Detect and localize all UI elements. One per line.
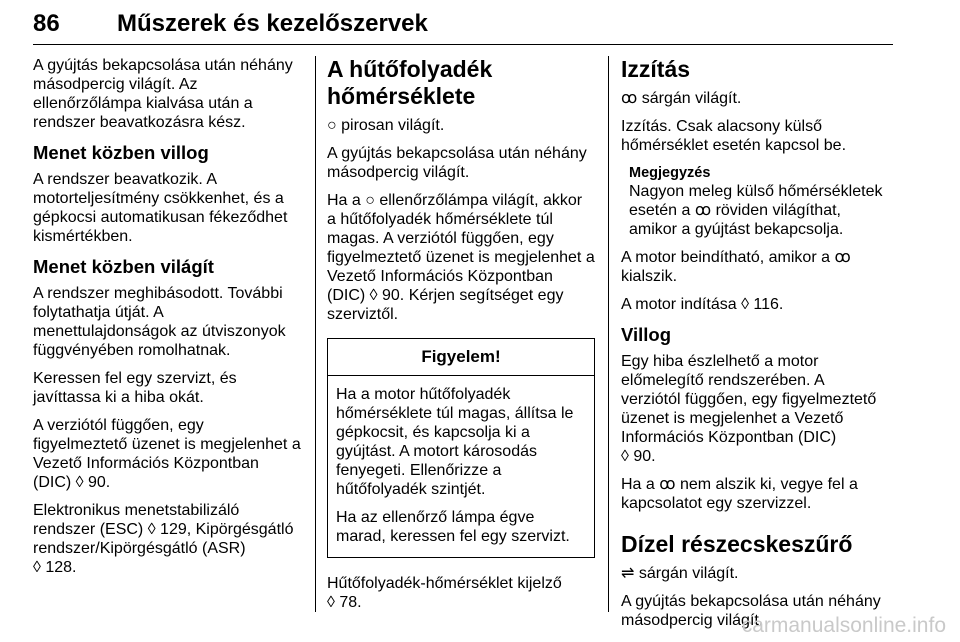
paragraph: ⇌ sárgán világít. [621,565,739,582]
paragraph: A gyújtás bekapcsolása után néhány másodpercig világít. [621,593,881,629]
paragraph: A motor indítása ◊ 116. [621,296,784,313]
warning-paragraph: Ha az ellenőrző lámpa égve marad, keressen fel egy szervizt. [336,509,570,545]
note-block [629,164,893,239]
watermark: carmanualsonline.info [741,614,946,637]
section-title-coolant: A hűtőfolyadék hőmérséklete [327,56,493,109]
section-title-izzitas: Izzítás [621,56,691,82]
column-2 [327,56,595,621]
warning-title: Figyelem! [328,339,594,376]
paragraph: Keressen fel egy szervizt, és javíttassa ki a hiba okát. [33,370,237,406]
warning-paragraph: Ha a motor hűtőfolyadék hőmérséklete túl magas, állítsa le gépkocsit, és kapcsolja ki a gyújtást. A motort károsodás fenyegeti. Ellenőrizze a hűtőfolyadék szintjét. [336,386,574,498]
paragraph: Ha a ○ ellenőrzőlámpa világít, akkor a hűtőfolyadék hőmérséklete túl magas. A verziótól függően, egy figyelmeztető üzenet is megjelenhet a Vezető Információs Központban (DIC) ◊ 90. Kérjen segítséget egy szerviztől. [327,192,595,323]
note-title: Megjegyzés [629,165,711,181]
column-1 [33,56,301,586]
paragraph: A motor beindítható, amikor a ꝏ kialszik. [621,249,851,285]
column-divider-2 [608,56,609,612]
paragraph: ꝏ sárgán világít. [621,90,742,107]
paragraph: Elektronikus menetstabilizáló rendszer (ESC) ◊ 129, Kipörgésgátló rendszer/Kipörgésgátló (ASR) ◊ 128. [33,502,294,576]
note-text: Nagyon meleg külső hőmérsékletek esetén a ꝏ röviden világíthat, amikor a gyújtást bekapcsolja. [629,183,883,238]
column-3 [621,56,893,639]
warning-box [327,338,595,558]
paragraph: Izzítás. Csak alacsony külső hőmérséklet esetén kapcsol be. [621,118,847,154]
column-divider-1 [315,56,316,612]
paragraph: Hűtőfolyadék-hőmérséklet kijelző ◊ 78. [327,575,562,611]
paragraph: A gyújtás bekapcsolása után néhány másodpercig világít. Az ellenőrzőlámpa kialvása után a rendszer beavatkozásra kész. [33,57,293,131]
page-title: Műszerek és kezelőszervek [117,10,428,37]
paragraph: Egy hiba észlelhető a motor előmelegítő rendszerében. A verziótól függően, egy figyelmeztető üzenet is megjelenhet a Vezető Információs Központban (DIC) ◊ 90. [621,353,877,465]
paragraph: ○ pirosan világít. [327,117,445,134]
paragraph: A rendszer beavatkozik. A motorteljesítmény csökkenhet, és a gépkocsi automatikusan fékeződhet kismértékben. [33,171,288,245]
section-heading-villog: Menet közben villog [33,142,209,163]
warning-body [328,376,594,557]
section-heading-villog: Villog [621,324,672,345]
paragraph: A gyújtás bekapcsolása után néhány másodpercig világít. [327,145,587,181]
paragraph: A verziótól függően, egy figyelmeztető üzenet is megjelenhet a Vezető Információs Központban (DIC) ◊ 90. [33,417,301,491]
page-header [33,4,893,45]
page-number: 86 [33,10,60,37]
paragraph: A rendszer meghibásodott. További folytathatja útját. A menettulajdonságok az útviszonyok függvényében romolhatnak. [33,285,286,359]
paragraph: Ha a ꝏ nem alszik ki, vegye fel a kapcsolatot egy szervizzel. [621,476,858,512]
section-title-dizel: Dízel részecskeszűrő [621,531,853,557]
section-heading-vilagit: Menet közben világít [33,256,214,277]
